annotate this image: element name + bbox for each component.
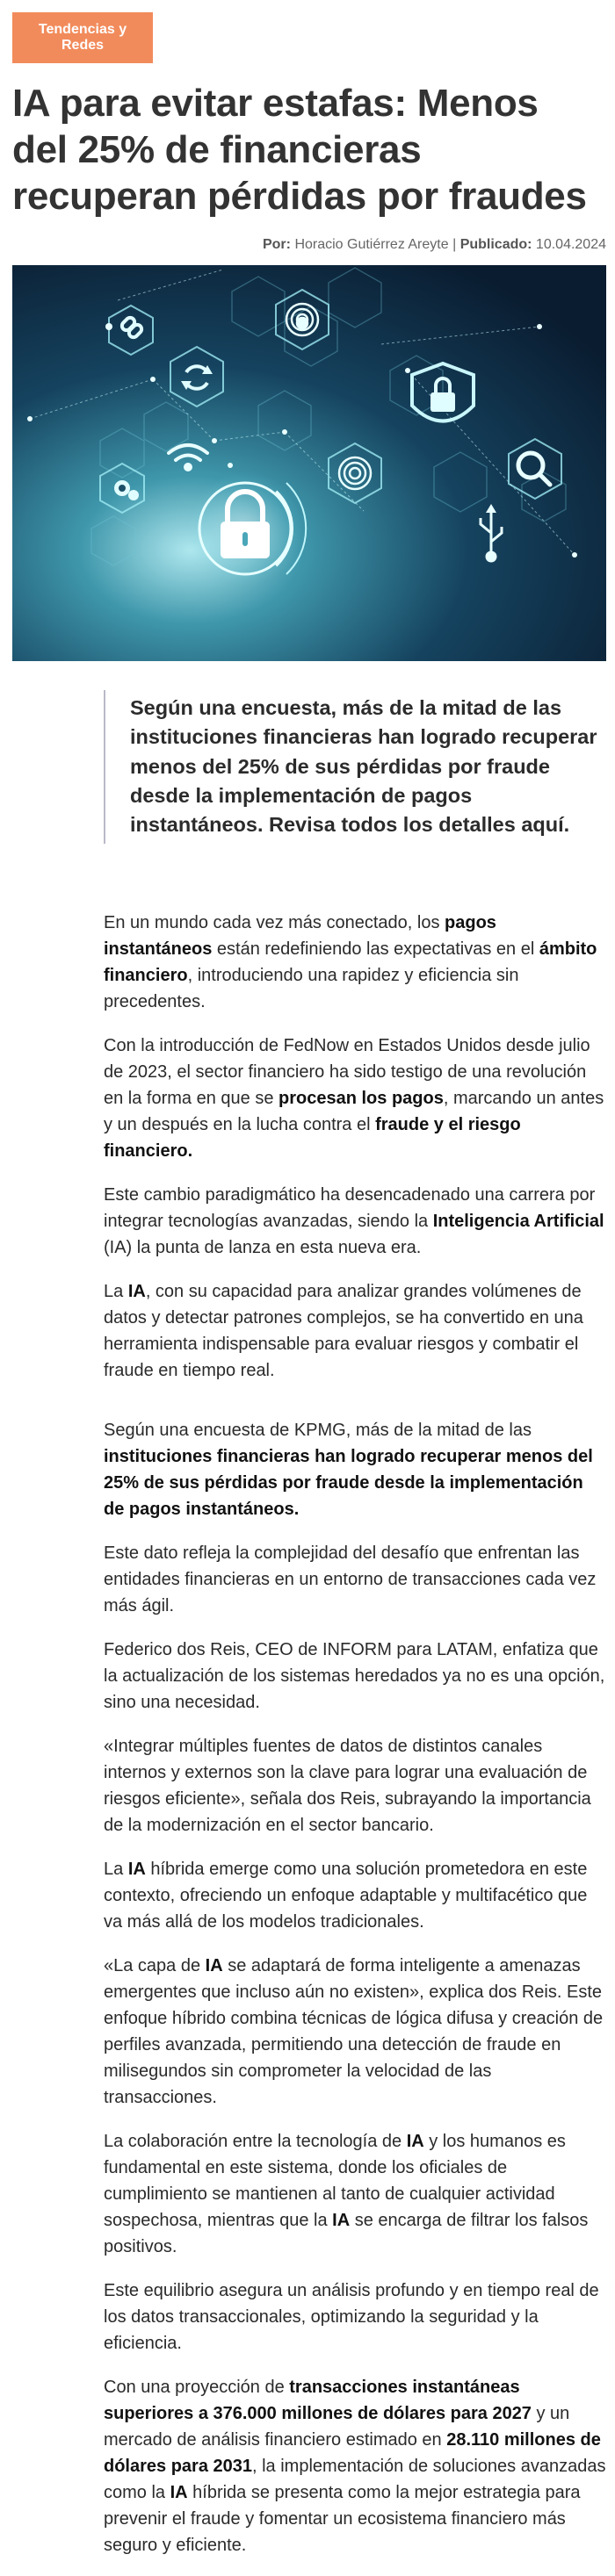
hero-image (12, 265, 606, 661)
paragraph: En un mundo cada vez más conectado, los pagos instantáneos están redefiniendo las expectativas en el ámbito financiero, introduciendo una rapidez y eficiencia sin precedentes. (104, 913, 597, 1011)
cybersecurity-illustration (12, 265, 606, 661)
article-body (104, 910, 606, 2576)
paragraph: Según una encuesta de KPMG, más de la mitad de las instituciones financieras han logrado recuperar menos del 25% de sus pérdidas por fraude desde la implementación de pagos instantáneos. (104, 1421, 593, 1519)
fingerprint-icon (286, 304, 318, 335)
paragraph: Con la introducción de FedNow en Estados Unidos desde julio de 2023, el sector financiero ha sido testigo de una revolución en la forma en que se procesan los pagos, marcando un antes y un después en la lucha contra el fraude y el riesgo financiero. (104, 1036, 604, 1161)
paragraph: «La capa de IA se adaptará de forma inteligente a amenazas emergentes que incluso aún no existen», explica dos Reis. Este enfoque híbrido combina técnicas de lógica difusa y creación de perfiles avanzada, permitiendo una detección de fraude en milisegundos sin comprometer la velocidad de las transacciones. (104, 1956, 604, 2107)
article-lead: Según una encuesta, más de la mitad de las instituciones financieras han logrado recuperar menos del 25% de sus pérdidas por fraude desde la implementación de pagos instantáneos. Revisa todos los detalles aquí. (104, 690, 601, 844)
byline-separator: | (452, 237, 457, 252)
date-label: Publicado: (459, 237, 532, 252)
author-name[interactable]: Horacio Gutiérrez Areyte (294, 237, 449, 252)
paragraph: La IA, con su capacidad para analizar grandes volúmenes de datos y detectar patrones complejos, se ha convertido en una herramienta indispensable para evaluar riesgos y combatir el fraude en tiempo real. (104, 1282, 583, 1380)
paragraph: Federico dos Reis, CEO de INFORM para LATAM, enfatiza que la actualización de los sistemas heredados ya no es una opción, sino una necesidad. (104, 1640, 605, 1712)
publish-date: 10.04.2024 (535, 237, 606, 252)
article-headline: IA para evitar estafas: Menos del 25% de financieras recuperan pérdidas por fraudes (12, 82, 587, 218)
paragraph: Este equilibrio asegura un análisis profundo y en tiempo real de los datos transaccionales, optimizando la seguridad y la eficiencia. (104, 2281, 599, 2353)
paragraph: «Integrar múltiples fuentes de datos de distintos canales internos y externos son la clave para lograr una evaluación de riesgos eficiente», señala dos Reis, subrayando la importancia de la modernización en el sector bancario. (104, 1737, 591, 1835)
paragraph: Este cambio paradigmático ha desencadenado una carrera por integrar tecnologías avanzadas, siendo la Inteligencia Artificial (IA) la punta de lanza en esta nueva era. (104, 1185, 604, 1257)
paragraph: La IA híbrida emerge como una solución prometedora en este contexto, ofreciendo un enfoque adaptable y multifacético que va más allá de los modelos tradicionales. (104, 1860, 588, 1932)
author-label: Por: (262, 237, 291, 252)
paragraph: La colaboración entre la tecnología de IA y los humanos es fundamental en este sistema, donde los oficiales de cumplimiento se mantienen al tanto de cualquier actividad sospechosa, mientras que la IA se encarga de filtrar los falsos positivos. (104, 2132, 589, 2256)
category-tag[interactable]: Tendencias y Redes (12, 12, 153, 63)
paragraph: Este dato refleja la complejidad del desafío que enfrentan las entidades financieras en un entorno de transacciones cada vez más ágil. (104, 1543, 597, 1615)
article-byline (263, 237, 606, 253)
paragraph: Con una proyección de transacciones instantáneas superiores a 376.000 millones de dólares para 2027 y un mercado de análisis financiero estimado en 28.110 millones de dólares para 2031, la implementación de soluciones avanzadas como la IA híbrida se presenta como la mejor estrategia para prevenir el fraude y fomentar un ecosistema financiero más seguro y eficiente. (104, 2378, 606, 2555)
